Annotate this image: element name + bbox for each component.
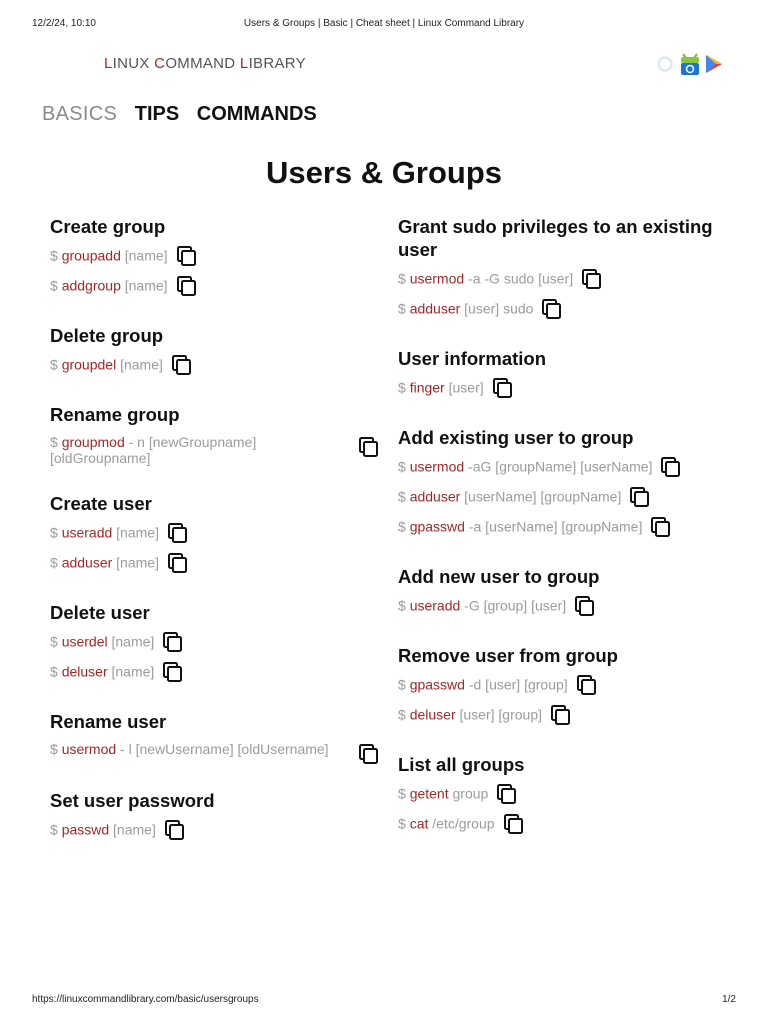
copy-icon[interactable] <box>660 456 682 478</box>
command-name[interactable]: useradd <box>61 524 113 541</box>
section-title: Rename group <box>50 404 180 425</box>
section-title: Rename user <box>50 711 167 732</box>
command-line <box>398 299 738 321</box>
section-title: Create group <box>50 216 166 237</box>
copy-icon[interactable] <box>503 813 525 835</box>
nav-tips[interactable]: TIPS <box>134 103 180 125</box>
command-args: - n [newGroupname] [oldGroupname] <box>50 434 257 466</box>
section-title: Delete group <box>50 325 164 346</box>
command-args: -d [user] [group] <box>468 676 568 693</box>
command-args: [user] <box>448 379 484 396</box>
command-line <box>398 596 738 618</box>
cheat-section <box>398 565 738 618</box>
command-name[interactable]: usermod <box>409 270 465 287</box>
shell-prompt: $ <box>398 785 406 802</box>
shell-prompt: $ <box>50 247 58 264</box>
copy-icon[interactable] <box>581 268 603 290</box>
command-line <box>398 675 738 697</box>
cheat-section <box>50 601 380 684</box>
cheat-section <box>50 492 380 575</box>
section-title: Add new user to group <box>398 566 600 587</box>
logo-letter: C <box>154 55 166 72</box>
shell-prompt: $ <box>398 706 406 723</box>
command-args: [name] <box>120 356 163 373</box>
copy-icon[interactable] <box>167 552 189 574</box>
command-line <box>398 378 738 400</box>
command-args: [name] <box>113 821 156 838</box>
command-args: [user] [group] <box>459 706 542 723</box>
command-line <box>398 814 738 836</box>
site-logo[interactable] <box>104 55 306 72</box>
copy-icon[interactable] <box>574 595 596 617</box>
command-args: /etc/group <box>432 815 495 832</box>
command-name[interactable]: addgroup <box>61 277 121 294</box>
command-line <box>50 523 380 545</box>
command-args: - l [newUsername] [oldUsername] <box>120 741 329 757</box>
command-line <box>50 434 380 466</box>
command-name[interactable]: deluser <box>409 706 456 723</box>
print-page-number: 1/2 <box>722 994 736 1005</box>
command-name[interactable]: usermod <box>61 741 117 757</box>
command-line <box>50 246 380 268</box>
command-name[interactable]: finger <box>409 379 445 396</box>
command-args: -a [userName] [groupName] <box>468 518 643 535</box>
google-play-icon[interactable] <box>704 52 724 81</box>
command-line <box>50 741 380 763</box>
section-title: Set user password <box>50 790 215 811</box>
command-line <box>50 662 380 684</box>
shell-prompt: $ <box>398 458 406 475</box>
shell-prompt: $ <box>50 554 58 571</box>
copy-icon[interactable] <box>167 522 189 544</box>
section-title: User information <box>398 348 547 369</box>
copy-icon[interactable] <box>541 298 563 320</box>
nav-commands[interactable]: COMMANDS <box>196 103 317 125</box>
command-name[interactable]: getent <box>409 785 449 802</box>
print-page-title: Users & Groups | Basic | Cheat sheet | Linux Command Library <box>243 18 525 29</box>
command-args: [name] <box>116 524 159 541</box>
command-args: [name] <box>116 554 159 571</box>
print-url: https://linuxcommandlibrary.com/basic/usersgroups <box>32 994 259 1005</box>
command-line <box>50 553 380 575</box>
command-line <box>398 269 738 291</box>
cheat-section <box>398 753 738 836</box>
logo-letter: L <box>104 55 113 72</box>
copy-icon[interactable] <box>171 354 193 376</box>
command-args: [name] <box>111 663 155 680</box>
cheat-section <box>398 426 738 539</box>
cheat-section <box>398 215 738 321</box>
section-title: Create user <box>50 493 152 514</box>
command-args: -G [group] [user] <box>464 597 567 614</box>
cheat-section <box>398 347 738 400</box>
section-title: Add existing user to group <box>398 427 634 448</box>
command-line <box>398 784 738 806</box>
section-title: Remove user from group <box>398 645 618 666</box>
cheat-section <box>50 324 380 377</box>
section-title: List all groups <box>398 754 525 775</box>
command-args: [name] <box>111 633 155 650</box>
shell-prompt: $ <box>50 356 58 373</box>
fdroid-icon[interactable] <box>678 52 702 81</box>
cheat-section <box>50 789 380 842</box>
github-icon[interactable] <box>656 52 674 79</box>
shell-prompt: $ <box>50 633 58 650</box>
command-name[interactable]: adduser <box>61 554 113 571</box>
command-line <box>398 705 738 727</box>
command-name[interactable]: groupmod <box>61 434 125 450</box>
shell-prompt: $ <box>398 676 406 693</box>
copy-icon[interactable] <box>550 704 572 726</box>
shell-prompt: $ <box>50 277 58 294</box>
command-name[interactable]: usermod <box>409 458 465 475</box>
copy-icon[interactable] <box>358 436 380 458</box>
cheat-section <box>398 644 738 727</box>
shell-prompt: $ <box>398 815 406 832</box>
shell-prompt: $ <box>398 379 406 396</box>
logo-text: IBRARY <box>248 55 306 72</box>
cheat-section <box>50 215 380 298</box>
command-line <box>50 820 380 842</box>
command-name[interactable]: deluser <box>61 663 108 680</box>
shell-prompt: $ <box>50 741 58 757</box>
print-date: 12/2/24, 10:10 <box>32 18 96 29</box>
command-name[interactable]: cat <box>409 815 429 832</box>
cheat-section <box>50 710 380 763</box>
command-line <box>398 487 738 509</box>
command-line <box>50 276 380 298</box>
copy-icon[interactable] <box>629 486 651 508</box>
shell-prompt: $ <box>398 518 406 535</box>
shell-prompt: $ <box>398 270 406 287</box>
command-args: [user] sudo <box>464 300 534 317</box>
command-args: [name] <box>124 247 168 264</box>
copy-icon[interactable] <box>176 275 198 297</box>
logo-text: INUX <box>112 55 150 72</box>
command-line <box>398 457 738 479</box>
command-line <box>398 517 738 539</box>
copy-icon[interactable] <box>176 245 198 267</box>
main-nav <box>42 103 329 126</box>
shell-prompt: $ <box>50 821 58 838</box>
command-args: -a -G sudo [user] <box>468 270 574 287</box>
command-name[interactable]: groupdel <box>61 356 117 373</box>
command-args: group <box>452 785 489 802</box>
logo-letter: L <box>239 55 249 72</box>
nav-basics[interactable]: BASICS <box>42 103 118 125</box>
left-column <box>50 215 380 868</box>
page-title: Users & Groups <box>265 155 502 190</box>
shell-prompt: $ <box>50 524 58 541</box>
section-title: Delete user <box>50 602 150 623</box>
copy-icon[interactable] <box>650 516 672 538</box>
shell-prompt: $ <box>398 300 406 317</box>
shell-prompt: $ <box>50 434 58 450</box>
command-name[interactable]: adduser <box>409 300 461 317</box>
section-title: Grant sudo privileges to an existing user <box>398 216 713 260</box>
command-name[interactable]: gpasswd <box>409 518 465 535</box>
command-name[interactable]: adduser <box>409 488 461 505</box>
command-line <box>50 355 380 377</box>
command-name[interactable]: groupadd <box>61 247 121 264</box>
command-line <box>50 632 380 654</box>
copy-icon[interactable] <box>496 783 518 805</box>
cheat-section <box>50 403 380 466</box>
logo-text: OMMAND <box>165 55 236 72</box>
command-name[interactable]: passwd <box>61 821 110 838</box>
shell-prompt: $ <box>50 663 58 680</box>
shell-prompt: $ <box>398 597 406 614</box>
command-name[interactable]: userdel <box>61 633 108 650</box>
copy-icon[interactable] <box>162 661 184 683</box>
command-args: -aG [groupName] [userName] <box>468 458 653 475</box>
copy-icon[interactable] <box>576 674 598 696</box>
copy-icon[interactable] <box>164 819 186 841</box>
command-args: [name] <box>124 277 168 294</box>
command-name[interactable]: gpasswd <box>409 676 465 693</box>
command-args: [userName] [groupName] <box>464 488 622 505</box>
right-column <box>398 215 738 862</box>
command-name[interactable]: useradd <box>409 597 461 614</box>
copy-icon[interactable] <box>162 631 184 653</box>
shell-prompt: $ <box>398 488 406 505</box>
copy-icon[interactable] <box>358 743 380 765</box>
copy-icon[interactable] <box>492 377 514 399</box>
